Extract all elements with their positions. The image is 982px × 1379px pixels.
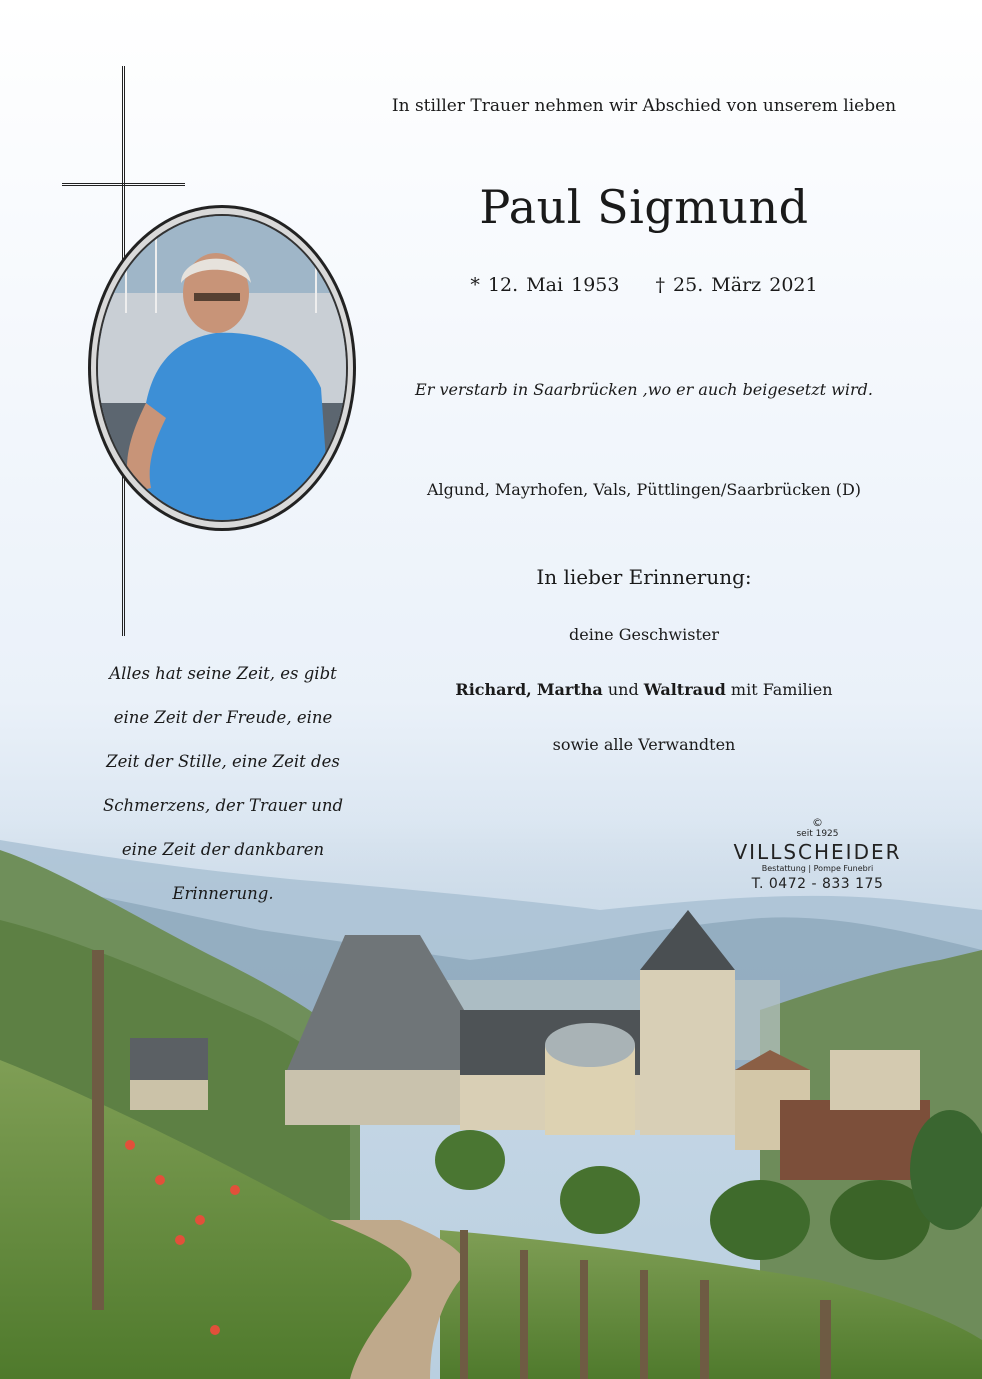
poem-line: eine Zeit der Freude, eine: [113, 708, 333, 727]
logo-tagline: Bestattung | Pompe Funebri: [761, 864, 874, 873]
poem-line: Zeit der Stille, eine Zeit des: [106, 752, 340, 771]
places-list: Algund, Mayrhofen, Vals, Püttlingen/Saarbrücken (D): [426, 480, 862, 499]
death-note: Er verstarb in Saarbrücken ,wo er auch beigesetzt wird.: [415, 380, 873, 399]
poem-line: Alles hat seine Zeit, es gibt: [109, 664, 337, 683]
with-families: mit Familien: [730, 680, 833, 699]
siblings-intro: deine Geschwister: [569, 625, 719, 644]
sibling-name: Waltraud: [643, 680, 726, 699]
relatives-text: sowie alle Verwandten: [552, 735, 736, 754]
poem-line: Erinnerung.: [172, 884, 274, 903]
conjunction: und: [607, 680, 639, 699]
birth-date: * 12. Mai 1953: [470, 274, 620, 296]
intro-text: In stiller Trauer nehmen wir Abschied von unserem lieben: [391, 96, 897, 116]
remembrance-heading: In lieber Erinnerung:: [536, 565, 752, 589]
logo-brand: VILLSCHEIDER: [733, 840, 902, 864]
copyright-symbol: ©: [812, 816, 823, 829]
sibling-name: Martha: [536, 680, 603, 699]
deceased-name: Paul Sigmund: [479, 180, 809, 234]
poem-line: eine Zeit der dankbaren: [121, 840, 325, 859]
life-dates: [380, 274, 908, 296]
cross-icon-crossbar: [62, 183, 185, 186]
portrait-photo: [86, 203, 358, 533]
sibling-name: Richard,: [455, 680, 532, 699]
death-date: † 25. März 2021: [655, 274, 818, 296]
poem-line: Schmerzens, der Trauer und: [102, 796, 344, 815]
logo-since: seit 1925: [796, 829, 839, 839]
logo-phone: T. 0472 - 833 175: [751, 876, 884, 892]
poem: [90, 652, 356, 916]
funeral-home-logo: [725, 817, 910, 894]
mourners-names: [380, 680, 908, 699]
